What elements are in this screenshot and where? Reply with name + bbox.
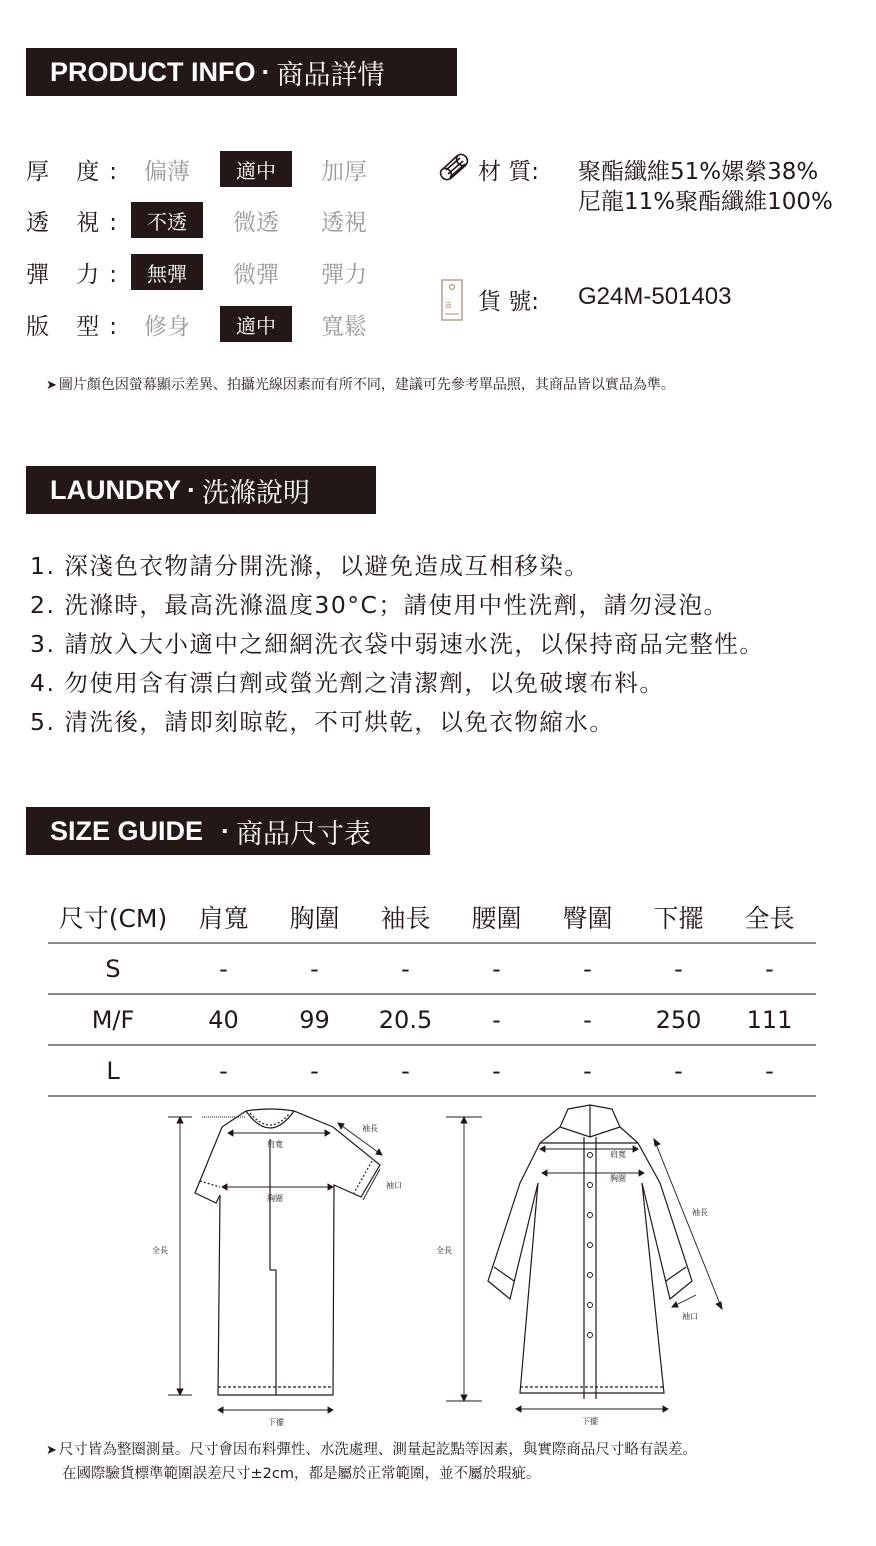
table-row [48, 944, 816, 995]
size-value-cell: 111 [746, 1005, 793, 1034]
laundry-title-zh: 洗滌說明 [202, 477, 310, 509]
attribute-label: 透 視: [26, 209, 128, 236]
size-value-cell: - [583, 1056, 592, 1085]
size-column-header: 腰圍 [471, 904, 522, 933]
size-note-2: 在國際驗貨標準範圍誤差尺寸±2cm，都是屬於正常範圍，並不屬於瑕疵。 [62, 1466, 541, 1482]
dress-front-diagram [150, 1105, 400, 1430]
size-value-cell: - [674, 954, 683, 983]
size-value-cell: - [492, 954, 501, 983]
size-column-header: 肩寬 [198, 904, 249, 933]
size-value-cell: 99 [299, 1005, 330, 1034]
sku-value: G24M-501403 [578, 283, 732, 310]
size-value-cell: 20.5 [378, 1005, 433, 1034]
size-label-cell: S [105, 954, 121, 983]
laundry-item: 4. 勿使用含有漂白劑或螢光劑之清潔劑，以免破壞布料。 [30, 669, 665, 697]
size-column-header: 胸圍 [289, 904, 340, 933]
size-note-1: ➤ 尺寸皆為整圈測量。尺寸會因布料彈性、水洗處理、測量起訖點等因素，與實際商品尺寸略有誤差。 [46, 1442, 697, 1458]
size-guide-header: SIZE GUIDE · 商品尺寸表 [26, 807, 430, 855]
attribute-option: 修身 [144, 313, 190, 340]
attribute-row [26, 306, 367, 342]
attribute-option: 偏薄 [144, 158, 190, 185]
table-row [48, 995, 816, 1046]
size-column-header: 下擺 [653, 904, 704, 933]
size-value-cell: - [401, 954, 410, 983]
table-row [48, 1046, 816, 1097]
size-value-cell: - [674, 1056, 683, 1085]
attribute-option: 微彈 [233, 261, 279, 288]
size-value-cell: - [310, 954, 319, 983]
size-value-cell: - [492, 1056, 501, 1085]
laundry-item: 3. 請放入大小適中之細網洗衣袋中弱速水洗，以保持商品完整性。 [30, 630, 765, 658]
attribute-option-selected: 適中 [220, 306, 292, 342]
diagram-label-shoulder: 肩寬 [610, 1150, 626, 1159]
laundry-header: LAUNDRY · 洗滌說明 [26, 466, 376, 514]
diagram-label-cuff: 袖口 [682, 1312, 698, 1321]
attribute-option-selected: 不透 [131, 202, 203, 238]
attribute-option: 微透 [233, 209, 279, 236]
attribute-option: 透視 [321, 209, 367, 236]
size-value-cell: - [765, 1056, 774, 1085]
sku-label: 貨 號: [478, 289, 540, 315]
size-table-header [48, 892, 816, 944]
size-label-cell: M/F [91, 1005, 135, 1034]
size-value-cell: - [310, 1056, 319, 1085]
size-value-cell: - [583, 1005, 592, 1034]
attribute-option: 彈力 [321, 261, 367, 288]
diagram-label-length: 全長 [436, 1246, 452, 1255]
laundry-item: 1. 深淺色衣物請分開洗滌，以避免造成互相移染。 [30, 552, 590, 580]
size-column-header: 袖長 [380, 904, 431, 933]
size-guide-title-en: SIZE GUIDE [50, 815, 204, 846]
diagram-label-hem: 下擺 [582, 1417, 598, 1426]
product-info-header: PRODUCT INFO · 商品詳情 [26, 48, 457, 96]
size-value-cell: - [492, 1005, 501, 1034]
tag-icon [440, 278, 466, 326]
size-value-cell: - [401, 1056, 410, 1085]
arrow-right-icon: ➤ [46, 378, 57, 393]
size-value-cell: 250 [655, 1005, 702, 1034]
attribute-option: 加厚 [321, 158, 367, 185]
attribute-row [26, 202, 367, 238]
diagram-label-sleeve: 袖長 [362, 1124, 378, 1133]
size-value-cell: - [765, 954, 774, 983]
laundry-title-en: LAUNDRY [50, 474, 181, 505]
size-value-cell: - [219, 1056, 228, 1085]
diagram-label-hem: 下擺 [268, 1418, 284, 1427]
attribute-label: 彈 力: [26, 261, 128, 288]
size-value-cell: - [219, 954, 228, 983]
laundry-item: 5. 清洗後，請即刻晾乾，不可烘乾，以免衣物縮水。 [30, 708, 615, 736]
attribute-option-selected: 無彈 [131, 254, 203, 290]
material-line-2: 尼龍11%聚酯纖維100% [578, 189, 833, 215]
laundry-item: 2. 洗滌時，最高洗滌溫度30°C；請使用中性洗劑，請勿浸泡。 [30, 591, 729, 619]
attribute-option: 寬鬆 [321, 313, 367, 340]
attribute-row [26, 151, 367, 187]
size-label-cell: L [106, 1056, 120, 1085]
size-column-header: 臀圍 [562, 904, 613, 933]
diagram-label-chest: 胸圍 [267, 1194, 283, 1203]
size-column-header: 尺寸(CM) [58, 904, 168, 933]
diagram-label-cuff: 袖口 [386, 1181, 402, 1190]
size-guide-title-zh: 商品尺寸表 [236, 818, 372, 850]
product-info-title-zh: 商品詳情 [276, 59, 385, 91]
svg-text:a: a [445, 298, 452, 311]
shirt-dress-diagram [432, 1103, 732, 1430]
material-label: 材 質: [478, 159, 540, 185]
attribute-label: 版 型: [26, 313, 128, 340]
attribute-row [26, 254, 367, 290]
size-value-cell: - [583, 954, 592, 983]
material-line-1: 聚酯纖維51%嫘縈38% [578, 159, 819, 185]
color-note: ➤ 圖片顏色因螢幕顯示差異、拍攝光線因素而有所不同，建議可先參考單品照，其商品皆以實品為準。 [46, 377, 675, 393]
arrow-right-icon: ➤ [46, 1443, 57, 1458]
diagram-label-shoulder: 肩寬 [267, 1140, 283, 1149]
diagram-label-length: 全長 [152, 1246, 168, 1255]
size-column-header: 全長 [744, 904, 795, 933]
attribute-option-selected: 適中 [220, 151, 292, 187]
product-info-title-en: PRODUCT INFO [50, 56, 256, 87]
diagram-label-sleeve: 袖長 [692, 1208, 708, 1217]
size-value-cell: 40 [208, 1005, 239, 1034]
size-table-body [48, 944, 816, 1097]
thread-spool-icon [438, 152, 470, 186]
diagram-label-chest: 胸圍 [610, 1174, 626, 1183]
size-table [48, 892, 816, 1097]
attribute-label: 厚 度: [26, 158, 128, 185]
